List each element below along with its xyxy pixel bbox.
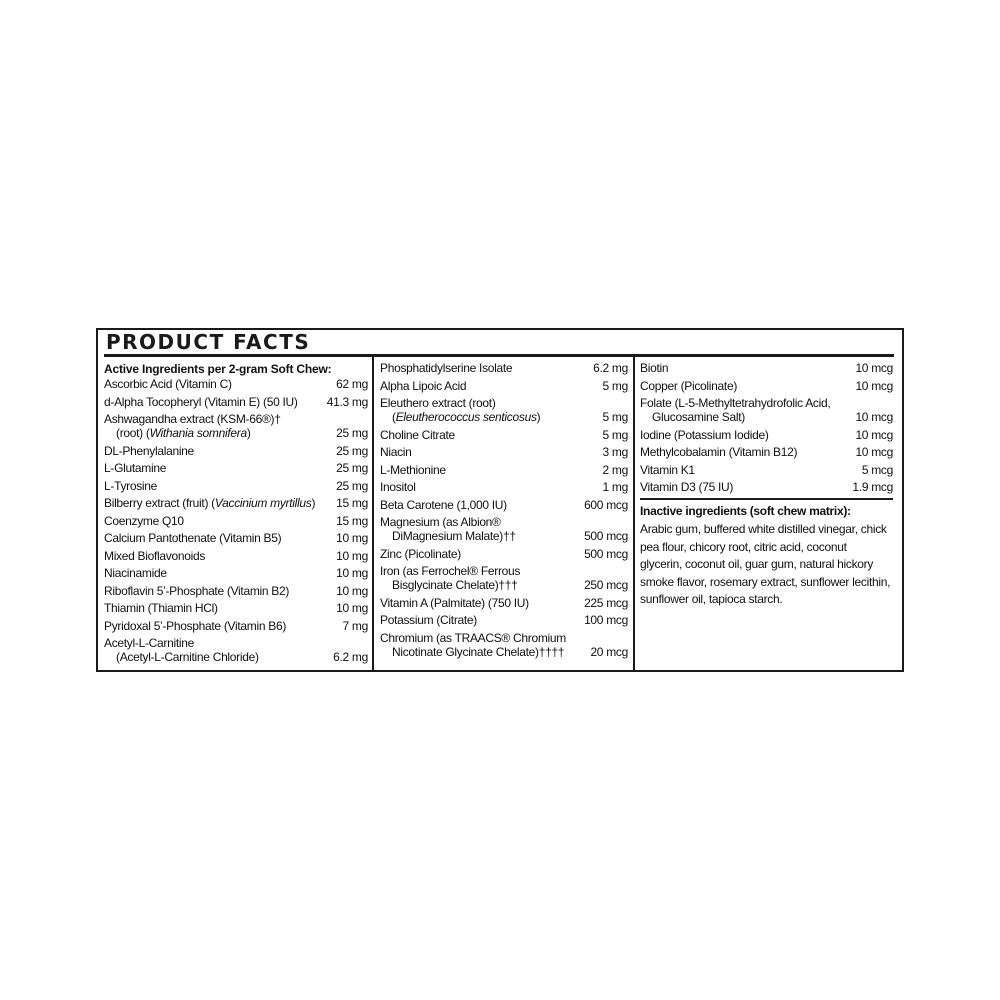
ingredient-name: [380, 428, 576, 442]
ingredient-row: [380, 463, 628, 477]
ingredient-name-text: Acetyl-L-Carnitine: [104, 636, 194, 650]
ingredient-amount: 25 mg: [336, 461, 368, 475]
ingredient-row: [104, 395, 368, 409]
ingredient-name-text: Calcium Pantothenate (Vitamin B5): [104, 531, 282, 545]
product-facts-title: PRODUCT FACTS: [106, 330, 311, 354]
ingredient-row: [380, 379, 628, 393]
ingredient-amount: 41.3 mg: [326, 394, 368, 409]
ingredient-amount: 10 mg: [336, 583, 368, 598]
ingredient-row: [640, 463, 893, 477]
ingredient-name: [380, 564, 576, 578]
column-divider: [372, 357, 374, 670]
ingredient-name-text: Biotin: [640, 361, 669, 375]
ingredient-amount: 250 mcg: [584, 578, 628, 592]
ingredient-name-text: Ashwagandha extract (KSM-66®)†: [104, 412, 281, 426]
ingredient-name-text: Pyridoxal 5’-Phosphate (Vitamin B6): [104, 618, 287, 633]
ingredient-name-text: Iron (as Ferrochel® Ferrous: [380, 564, 521, 578]
ingredient-row: [380, 428, 628, 442]
ingredient-amount: 10 mg: [336, 548, 368, 563]
ingredient-amount: 600 mcg: [584, 497, 628, 512]
ingredient-name: [104, 514, 316, 528]
ingredient-name-text: L-Glutamine: [104, 461, 167, 475]
ingredient-name-text: Thiamin (Thiamin HCl): [104, 601, 218, 615]
ingredient-name: [104, 496, 316, 510]
ingredient-row: [104, 584, 368, 598]
ingredient-row: [640, 445, 893, 459]
ingredient-row: [104, 444, 368, 458]
ingredient-amount: 10 mg: [336, 601, 368, 615]
ingredient-name-text: Vitamin A (Palmitate) (750 IU): [380, 595, 529, 610]
ingredient-detail-prefix: (: [392, 410, 396, 424]
ingredient-row: [104, 412, 368, 440]
ingredient-name: [380, 480, 576, 494]
inactive-ingredients-text: Arabic gum, buffered white distilled vinegar, chick pea flour, chicory root, citric acid, coconut glycerin, coconut oil, guar gum, natural hickory smoke flavor, rosemary extract, sunflower lecithin, sunflower oil, tapioca starch.: [640, 522, 891, 606]
ingredient-row: [380, 596, 628, 610]
ingredient-name: [380, 379, 576, 393]
ingredient-name: [104, 549, 316, 563]
ingredient-name-text: Vitamin D3 (75 IU): [640, 480, 734, 494]
ingredient-name: [104, 461, 316, 475]
ingredient-name-text: L-Tyrosine: [104, 478, 158, 493]
ingredient-detail: Bisglycinate Chelate)†††: [392, 578, 518, 592]
ingredient-latin-name: Withania somnifera: [149, 426, 247, 440]
ingredient-name-text: L-Methionine: [380, 462, 446, 477]
ingredient-amount: 6.2 mg: [593, 361, 628, 375]
ingredient-name: [380, 631, 576, 645]
ingredient-name-text: Beta Carotene (1,000 IU): [380, 497, 507, 512]
ingredient-name: [380, 613, 576, 627]
ingredient-row: [104, 566, 368, 580]
ingredient-name: [640, 480, 841, 494]
ingredient-amount: 7 mg: [342, 618, 368, 633]
ingredient-amount: 5 mg: [602, 410, 628, 424]
ingredient-name-text: Copper (Picolinate): [640, 378, 738, 393]
ingredient-name: [380, 445, 576, 459]
ingredient-detail-suffix: ): [246, 426, 251, 440]
ingredient-name-suffix: ): [311, 496, 316, 510]
ingredient-row: [104, 549, 368, 563]
ingredient-amount: 15 mg: [336, 513, 368, 528]
ingredient-name: [104, 636, 316, 650]
ingredient-name-text: d-Alpha Tocopheryl (Vitamin E) (50 IU): [104, 394, 298, 409]
ingredient-row: [104, 377, 368, 391]
ingredient-amount: 5 mcg: [861, 462, 893, 477]
ingredient-name-text: Potassium (Citrate): [380, 613, 477, 627]
ingredient-amount: 225 mcg: [584, 595, 628, 610]
ingredient-row: [380, 396, 628, 424]
ingredient-name-text: DL-Phenylalanine: [104, 443, 194, 458]
ingredients-column-2: [380, 357, 628, 670]
ingredient-amount: 10 mcg: [855, 410, 893, 424]
ingredient-amount: 1 mg: [602, 480, 628, 494]
ingredient-name: [104, 601, 316, 615]
ingredient-name-text: Phosphatidylserine Isolate: [380, 361, 513, 375]
ingredient-name: [640, 379, 841, 393]
ingredient-amount: 5 mg: [602, 378, 628, 393]
ingredient-name-text: Chromium (as TRAACS® Chromium: [380, 630, 566, 645]
ingredient-name-text: Magnesium (as Albion®: [380, 515, 501, 529]
ingredient-row: [380, 631, 628, 659]
ingredient-amount: 6.2 mg: [333, 650, 368, 664]
ingredient-row: [640, 396, 893, 424]
ingredient-row: [380, 564, 628, 592]
ingredient-name-text: Mixed Bioflavonoids: [104, 548, 206, 563]
ingredient-detail: Nicotinate Glycinate Chelate)††††: [392, 644, 565, 659]
ingredient-name: [380, 396, 576, 410]
ingredient-latin-name: Vaccinium myrtillus: [214, 496, 312, 510]
ingredient-detail: [380, 410, 576, 424]
ingredient-amount: 10 mcg: [855, 445, 893, 459]
ingredient-name: [640, 463, 841, 477]
ingredient-row: [380, 515, 628, 543]
ingredient-amount: 10 mcg: [855, 378, 893, 393]
ingredient-name: [104, 395, 316, 409]
ingredient-amount: 10 mg: [336, 531, 368, 545]
ingredient-name: [104, 479, 316, 493]
ingredient-name: [380, 463, 576, 477]
ingredient-amount: 25 mg: [336, 478, 368, 493]
ingredient-amount: 5 mg: [602, 427, 628, 442]
ingredient-amount: 3 mg: [602, 445, 628, 459]
ingredient-detail: DiMagnesium Malate)††: [392, 529, 516, 543]
ingredient-row: [380, 498, 628, 512]
ingredient-name-text: Zinc (Picolinate): [380, 546, 461, 561]
ingredient-name: [380, 596, 576, 610]
ingredient-name-text: Bilberry extract (fruit) (: [104, 496, 215, 510]
ingredient-name: [640, 361, 841, 375]
ingredient-row: [104, 636, 368, 664]
ingredient-row: [380, 445, 628, 459]
ingredient-name-text: Alpha Lipoic Acid: [380, 378, 467, 393]
ingredient-amount: 62 mg: [336, 377, 368, 391]
ingredients-column-3: [640, 357, 893, 670]
ingredient-row: [104, 514, 368, 528]
ingredient-amount: 500 mcg: [584, 546, 628, 561]
column-divider: [633, 357, 635, 670]
ingredient-row: [640, 361, 893, 375]
ingredient-name: [640, 428, 841, 442]
ingredient-amount: 25 mg: [336, 426, 368, 440]
ingredient-name: [380, 361, 576, 375]
ingredient-name-text: Inositol: [380, 480, 416, 494]
ingredient-name-text: Choline Citrate: [380, 427, 455, 442]
ingredient-name: [104, 619, 316, 633]
ingredient-row: [104, 496, 368, 510]
ingredient-amount: 10 mcg: [855, 361, 893, 375]
ingredient-name-text: Methylcobalamin (Vitamin B12): [640, 445, 798, 459]
inactive-divider: [640, 498, 893, 501]
ingredient-name: [640, 396, 841, 410]
ingredient-name-text: Folate (L-5-Methyltetrahydrofolic Acid,: [640, 396, 831, 410]
ingredient-name: [104, 566, 316, 580]
ingredient-detail: (Acetyl-L-Carnitine Chloride): [116, 650, 259, 664]
ingredient-name-text: Ascorbic Acid (Vitamin C): [104, 377, 232, 391]
ingredient-name-text: Riboflavin 5’-Phosphate (Vitamin B2): [104, 583, 290, 598]
ingredient-row: [104, 619, 368, 633]
ingredient-amount: 500 mcg: [584, 529, 628, 543]
ingredient-row: [104, 601, 368, 615]
ingredient-name-text: Iodine (Potassium Iodide): [640, 427, 769, 442]
ingredients-column-1: [104, 357, 368, 670]
ingredient-name: [380, 547, 576, 561]
ingredient-amount: 10 mcg: [855, 427, 893, 442]
ingredient-row: [380, 547, 628, 561]
ingredient-row: [380, 613, 628, 627]
ingredient-name-text: Coenzyme Q10: [104, 513, 184, 528]
ingredient-name: [104, 444, 316, 458]
ingredient-name-text: Vitamin K1: [640, 462, 695, 477]
ingredient-amount: 1.9 mcg: [852, 480, 893, 494]
ingredient-name-text: Niacinamide: [104, 566, 167, 580]
ingredient-row: [380, 480, 628, 494]
ingredient-row: [640, 428, 893, 442]
ingredient-name: [104, 377, 316, 391]
ingredient-amount: 15 mg: [336, 496, 368, 510]
ingredient-amount: 20 mcg: [590, 644, 628, 659]
ingredient-name: [380, 515, 576, 529]
product-facts-panel: [96, 328, 904, 672]
ingredient-row: [640, 480, 893, 494]
ingredient-amount: 25 mg: [336, 443, 368, 458]
inactive-ingredients-title: Inactive ingredients (soft chew matrix):: [640, 504, 851, 518]
ingredient-name: [380, 498, 576, 512]
ingredient-detail: Glucosamine Salt): [652, 410, 745, 424]
ingredient-detail-suffix: ): [536, 410, 541, 424]
ingredient-row: [104, 479, 368, 493]
ingredient-amount: 100 mcg: [584, 613, 628, 627]
ingredient-name: [104, 412, 316, 426]
ingredient-detail-prefix: (root) (: [116, 426, 150, 440]
ingredient-row: [380, 361, 628, 375]
ingredient-detail: [104, 426, 316, 440]
ingredient-name: [104, 531, 316, 545]
ingredient-latin-name: Eleutherococcus senticosus: [395, 410, 537, 424]
ingredient-amount: 10 mg: [336, 566, 368, 580]
ingredient-name: [104, 584, 316, 598]
active-ingredients-header: Active Ingredients per 2-gram Soft Chew:: [104, 362, 332, 376]
ingredient-name-text: Niacin: [380, 445, 412, 459]
ingredient-row: [104, 531, 368, 545]
ingredient-name-text: Eleuthero extract (root): [380, 396, 496, 410]
ingredient-row: [104, 461, 368, 475]
ingredient-name: [640, 445, 841, 459]
ingredient-amount: 2 mg: [602, 462, 628, 477]
ingredient-row: [640, 379, 893, 393]
